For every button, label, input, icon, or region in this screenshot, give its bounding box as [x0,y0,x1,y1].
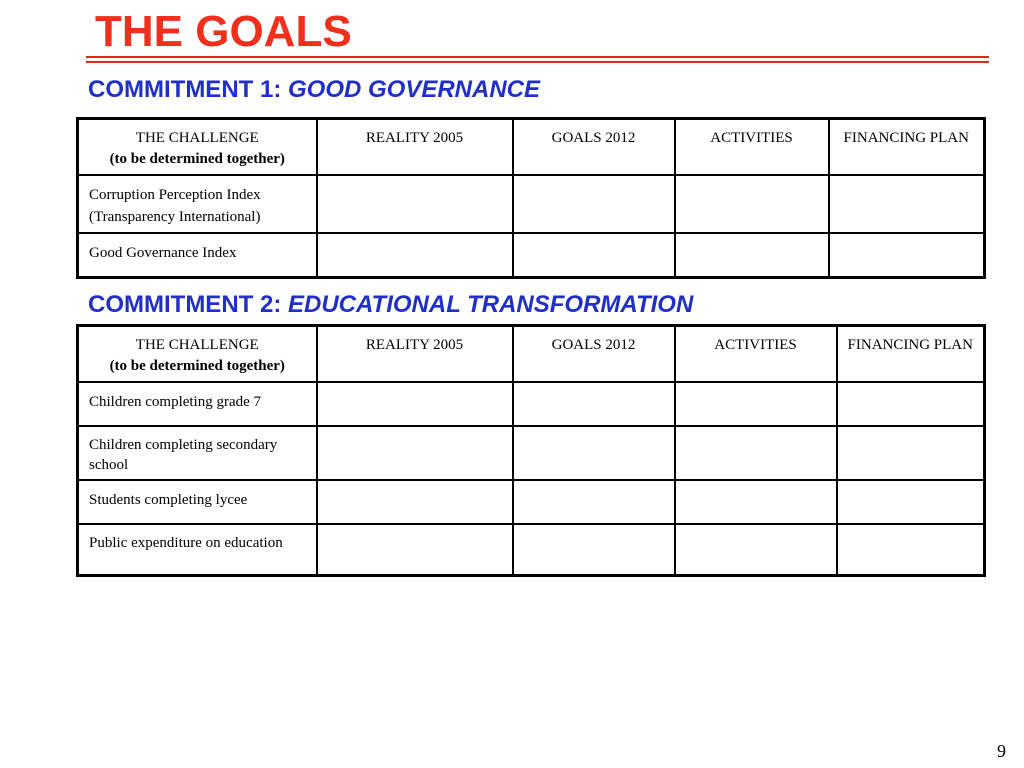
table-row [78,480,985,524]
header-challenge-label: THE CHALLENGE [135,337,259,353]
challenge-cell: Students completing lycee [78,480,317,524]
commitment-1-heading [88,76,540,104]
header-financing: FINANCING PLAN [829,119,985,176]
header-challenge-sub: (to be determined together) [109,358,285,374]
activities-cell [675,382,837,426]
goals-cell [513,382,675,426]
challenge-cell: Children completing secondary school [78,426,317,480]
header-challenge-sub: (to be determined together) [109,151,285,167]
reality-cell [317,175,513,233]
reality-cell [317,382,513,426]
reality-cell [317,480,513,524]
table-row [78,233,985,277]
reality-cell [317,233,513,277]
table-header-row [78,326,985,383]
title-divider [86,56,989,63]
financing-cell [837,480,985,524]
table-row [78,382,985,426]
commitment-2-name: EDUCATIONAL TRANSFORMATION [287,291,694,318]
header-financing: FINANCING PLAN [837,326,985,383]
table-row [78,524,985,575]
slide-title: THE GOALS [95,7,352,56]
header-challenge [78,326,317,383]
challenge-cell: Public expenditure on education [78,524,317,575]
header-goals: GOALS 2012 [513,119,675,176]
financing-cell [837,382,985,426]
educational-transformation-table [76,324,986,577]
header-reality: REALITY 2005 [317,119,513,176]
activities-cell [675,233,829,277]
header-reality: REALITY 2005 [317,326,513,383]
commitment-2-heading [88,291,693,319]
challenge-cell: Children completing grade 7 [78,382,317,426]
commitment-1-prefix: COMMITMENT 1: [88,76,288,103]
good-governance-table [76,117,986,279]
table-row [78,175,985,233]
activities-cell [675,524,837,575]
financing-cell [837,524,985,575]
header-challenge [78,119,317,176]
commitment-1-name: GOOD GOVERNANCE [287,76,541,103]
activities-cell [675,175,829,233]
goals-cell [513,480,675,524]
financing-cell [829,233,985,277]
page-number: 9 [997,741,1006,761]
commitment-2-prefix: COMMITMENT 2: [88,291,288,318]
reality-cell [317,426,513,480]
header-challenge-label: THE CHALLENGE [135,130,259,146]
challenge-cell: Corruption Perception Index (Transparency International) [78,175,317,233]
financing-cell [837,426,985,480]
table-row [78,426,985,480]
header-activities: ACTIVITIES [675,326,837,383]
goals-cell [513,233,675,277]
goals-cell [513,524,675,575]
goals-cell [513,175,675,233]
challenge-cell: Good Governance Index [78,233,317,277]
header-activities: ACTIVITIES [675,119,829,176]
financing-cell [829,175,985,233]
header-goals: GOALS 2012 [513,326,675,383]
table-header-row [78,119,985,176]
activities-cell [675,480,837,524]
reality-cell [317,524,513,575]
goals-cell [513,426,675,480]
activities-cell [675,426,837,480]
